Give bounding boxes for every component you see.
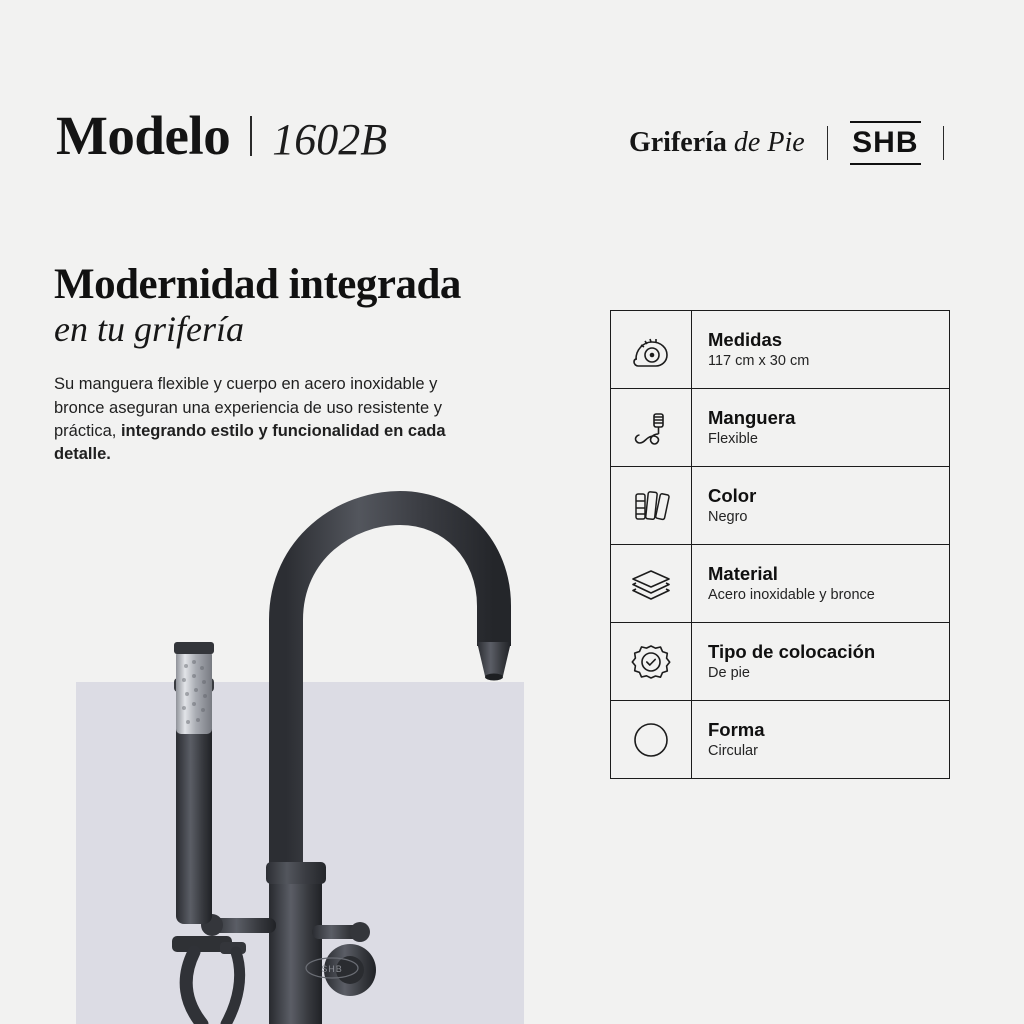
spec-title: Material	[708, 562, 778, 584]
specifications-table	[610, 310, 950, 779]
category-bold: Grifería	[628, 127, 727, 158]
table-cell	[692, 623, 875, 700]
spec-value: Circular	[708, 742, 758, 759]
header-right-group	[629, 124, 966, 162]
header-divider	[250, 116, 252, 156]
model-code: 1602B	[272, 115, 388, 164]
table-cell	[692, 701, 765, 778]
spec-title: Manguera	[708, 406, 796, 428]
color-swatch-icon	[611, 467, 692, 544]
tape-measure-icon	[611, 311, 692, 388]
brand-logo: SHB	[850, 124, 920, 162]
page-subtitle: en tu grifería	[54, 308, 244, 349]
hose-icon	[611, 389, 692, 466]
header-divider-2	[827, 126, 829, 160]
product-image	[60, 470, 580, 1024]
spec-value: Negro	[708, 508, 748, 525]
svg-text:SHB: SHB	[321, 964, 343, 974]
model-heading	[56, 105, 388, 166]
table-row	[611, 701, 949, 778]
spec-title: Forma	[708, 718, 765, 740]
gear-check-icon	[611, 623, 692, 700]
spec-value: Flexible	[708, 430, 758, 447]
table-row	[611, 545, 949, 623]
spec-value: 117 cm x 30 cm	[708, 352, 810, 369]
table-cell	[692, 545, 875, 622]
spec-value: Acero inoxidable y bronce	[708, 586, 875, 603]
table-row	[611, 467, 949, 545]
table-row	[611, 623, 949, 701]
layers-icon	[611, 545, 692, 622]
spec-title: Medidas	[708, 328, 783, 350]
page-title: Modernidad integrada	[54, 261, 461, 308]
intro-copy	[54, 262, 544, 467]
category-italic: de Pie	[733, 127, 805, 158]
table-row	[611, 389, 949, 467]
description-text: Su manguera flexible y cuerpo en acero inoxidable y bronce aseguran una experiencia de uso resistente y práctica,	[54, 375, 442, 441]
table-cell	[692, 467, 756, 544]
description-paragraph	[54, 373, 474, 467]
circle-icon	[611, 701, 692, 778]
spec-title: Color	[708, 484, 757, 506]
table-cell	[692, 311, 809, 388]
page-header	[0, 105, 1024, 200]
model-word: Modelo	[56, 105, 231, 166]
table-cell	[692, 389, 795, 466]
description-emphasis: integrando estilo y funcionalidad en cada detalle.	[54, 422, 446, 464]
spec-value: De pie	[708, 664, 750, 681]
header-divider-3	[943, 126, 945, 160]
spec-title: Tipo de colocación	[708, 640, 876, 662]
category-label	[629, 127, 805, 159]
table-row	[611, 311, 949, 389]
